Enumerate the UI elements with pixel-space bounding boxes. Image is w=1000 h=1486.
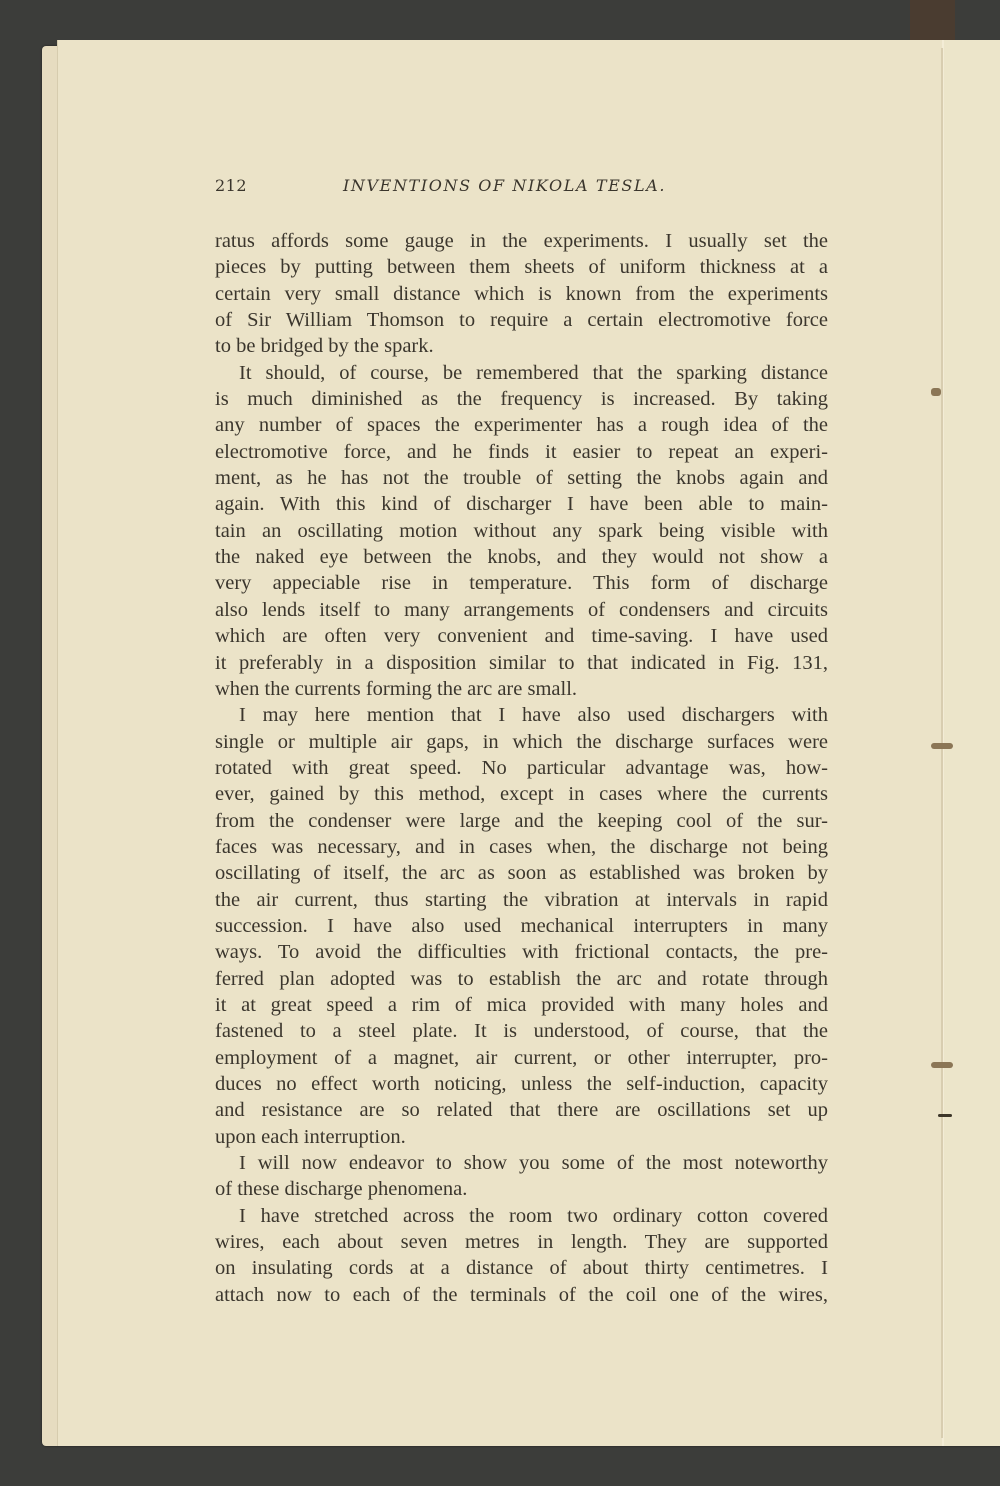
text-line: oscillating of itself, the arc as soon as established was broken by bbox=[215, 862, 828, 885]
text-line: It should, of course, be remembered that the sparking distance bbox=[239, 361, 828, 384]
text-line: very appeciable rise in temperature. This form of discharge bbox=[215, 572, 828, 595]
text-line: electromotive force, and he finds it easier to repeat an experi- bbox=[215, 440, 828, 463]
text-line: tain an oscillating motion without any spark being visible with bbox=[215, 519, 828, 542]
text-line: the air current, thus starting the vibration at intervals in rapid bbox=[215, 888, 828, 911]
text-line: again. With this kind of discharger I have been able to main- bbox=[215, 493, 828, 516]
text-line: attach now to each of the terminals of the coil one of the wires, bbox=[215, 1283, 828, 1306]
text-line: I have stretched across the room two ordinary cotton covered bbox=[239, 1204, 828, 1227]
binding-thread bbox=[938, 1114, 952, 1117]
text-line: to be bridged by the spark. bbox=[215, 335, 434, 358]
page-number: 212 bbox=[215, 176, 248, 195]
binding-thread bbox=[931, 1062, 953, 1068]
text-line: of these discharge phenomena. bbox=[215, 1178, 468, 1201]
text-line: pieces by putting between them sheets of uniform thickness at a bbox=[215, 256, 828, 279]
binding-thread bbox=[931, 388, 941, 396]
text-line: I may here mention that I have also used dischargers with bbox=[239, 704, 828, 727]
text-line: any number of spaces the experimenter has a rough idea of the bbox=[215, 414, 828, 437]
binding-thread bbox=[931, 743, 953, 749]
text-line: wires, each about seven metres in length. They are supported bbox=[215, 1231, 828, 1254]
text-line: employment of a magnet, air current, or other interrupter, pro- bbox=[215, 1046, 828, 1069]
text-line: of Sir William Thomson to require a certain electromotive force bbox=[215, 309, 828, 332]
text-line: ratus affords some gauge in the experiments. I usually set the bbox=[215, 230, 828, 252]
text-line: the naked eye between the knobs, and they would not show a bbox=[215, 546, 828, 569]
paragraph bbox=[215, 1150, 828, 1203]
running-title: INVENTIONS OF NIKOLA TESLA. bbox=[343, 176, 667, 195]
body-text bbox=[215, 228, 828, 1308]
paragraph bbox=[215, 360, 828, 702]
text-line: is much diminished as the frequency is increased. By taking bbox=[215, 388, 828, 411]
text-line: rotated with great speed. No particular advantage was, how- bbox=[215, 756, 828, 779]
text-line: which are often very convenient and time-saving. I have used bbox=[215, 625, 828, 648]
paragraph bbox=[215, 1203, 828, 1308]
text-line: and resistance are so related that there are oscillations set up bbox=[215, 1099, 828, 1122]
text-line: certain very small distance which is known from the experiments bbox=[215, 282, 828, 305]
text-line: ever, gained by this method, except in cases where the currents bbox=[215, 783, 828, 806]
text-line: on insulating cords at a distance of about thirty centimetres. I bbox=[215, 1257, 828, 1280]
text-line: duces no effect worth noticing, unless the self-induction, capacity bbox=[215, 1073, 828, 1095]
text-line: also lends itself to many arrangements of condensers and circuits bbox=[215, 598, 828, 621]
text-line: fastened to a steel plate. It is understood, of course, that the bbox=[215, 1020, 828, 1043]
text-line: succession. I have also used mechanical interrupters in many bbox=[215, 914, 828, 937]
text-line: faces was necessary, and in cases when, the discharge not being bbox=[215, 835, 828, 858]
paragraph bbox=[215, 702, 828, 1150]
text-line: ment, as he has not the trouble of setting the knobs again and bbox=[215, 467, 828, 490]
text-line: it at great speed a rim of mica provided with many holes and bbox=[215, 993, 828, 1016]
text-line: ways. To avoid the difficulties with frictional contacts, the pre- bbox=[215, 941, 828, 964]
text-line: when the currents forming the arc are small. bbox=[215, 677, 578, 700]
text-line: it preferably in a disposition similar to that indicated in Fig. 131, bbox=[215, 651, 828, 674]
text-line: from the condenser were large and the keeping cool of the sur- bbox=[215, 809, 828, 832]
paragraph bbox=[215, 228, 828, 360]
page-header bbox=[215, 176, 828, 202]
text-line: single or multiple air gaps, in which the discharge surfaces were bbox=[215, 730, 828, 753]
text-line: ferred plan adopted was to establish the arc and rotate through bbox=[215, 967, 828, 990]
text-line: I will now endeavor to show you some of the most noteworthy bbox=[239, 1152, 828, 1175]
text-line: upon each interruption. bbox=[215, 1125, 406, 1148]
